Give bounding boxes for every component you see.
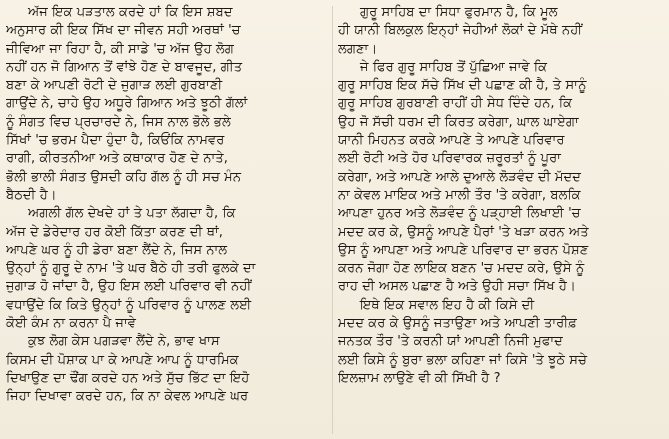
paragraph-line: ਜਿਹਾ ਦਿਖਾਵਾ ਕਰਦੇ ਹਨ, ਕਿ ਨਾ ਕੇਵਲ ਆਪਣੇ ਘਰ <box>6 389 249 405</box>
paragraph-line: ਮਦਦ ਕਰ ਕੇ ਉਸਨੂੰ ਜਤਾਉਣਾ ਅਤੇ ਆਪਣੀ ਤਾਰੀਫ਼ <box>338 316 577 332</box>
paragraph-line: ਜੁਗਾੜ ਹੋ ਜਾਂਦਾ ਹੈ, ਉਹ ਇਸ ਲਈ ਪਰਿਵਾਰ ਵੀ ਨਹੀਂ <box>6 279 252 295</box>
paragraph-line: ਰਾਗੀ, ਕੀਰਤਨੀਆ ਅਤੇ ਕਥਾਕਾਰ ਹੋਣ ਦੇ ਨਾਤੇ, <box>6 151 228 167</box>
left-text-column <box>6 4 328 436</box>
paragraph-line: ਲਈ ਕਿਸੇ ਨੂੰ ਬੁਰਾ ਭਲਾ ਕਹਿਣਾ ਜਾਂ ਕਿਸੇ 'ਤੇ ਝੂਠੇ ਸਚੇ <box>338 352 587 368</box>
paragraph-first-line: ਅਗਲੀ ਗੱਲ ਦੇਖਦੇ ਹਾਂ ਤੇ ਪਤਾ ਲੱਗਦਾ ਹੈ, ਕਿ <box>28 206 236 222</box>
paragraph-first-line: ਇਥੇ ਇਕ ਸਵਾਲ ਇਹ ਹੈ ਕੀ ਕਿਸੇ ਦੀ <box>360 297 535 313</box>
paragraph-line: ਵਧਾਉਂਦੇ ਕਿ ਕਿਤੇ ਉਨ੍ਹਾਂ ਨੂੰ ਪਰਿਵਾਰ ਨੂੰ ਪਾਲਣ ਲਈ <box>6 297 252 313</box>
paragraph-line: ਨਾ ਕੇਵਲ ਮਾਇਕ ਅਤੇ ਮਾਲੀ ਤੌਰ 'ਤੇ ਕਰੇਗਾ, ਬਲਕਿ <box>338 187 581 203</box>
paragraph-line: ਕੋਈ ਕੰਮ ਨਾ ਕਰਨਾ ਪੈ ਜਾਵੇ <box>6 316 136 332</box>
paragraph-line: ਕਰੇਗਾ, ਅਤੇ ਆਪਣੇ ਆਲੇ ਦੁਆਲੇ ਲੋੜਵੰਦ ਦੀ ਮੱਦਦ <box>338 169 581 185</box>
paragraph-line: ਕਰਨ ਜੋਗਾ ਹੋਣ ਲਾਇਕ ਬਣਨ 'ਚ ਮਦਦ ਕਰੇ, ਉਸੇ ਨੂੰ <box>338 261 585 277</box>
paragraph-line: ਜੀਵਿਆ ਜਾ ਰਿਹਾ ਹੈ, ਕੀ ਸਾਡੇ 'ਚ ਅੱਜ ਉਹ ਲੋਗ <box>6 41 234 57</box>
paragraph-line: ਭੋਲੀ ਭਾਲੀ ਸੰਗਤ ਉਸਦੀ ਕਹਿ ਗੱਲ ਨੂੰ ਹੀ ਸਚ ਮੰਨ <box>6 169 242 185</box>
paragraph-line: ਨਹੀਂ ਹਨ ਜੋ ਗਿਆਨ ਤੋਂ ਵਾਂਝੇ ਹੋਣ ਦੇ ਬਾਵਜੂਦ, ਗੀਤ <box>6 59 243 75</box>
paragraph-line: ਉਹ ਜੋ ਸੱਚੀ ਧਰਮ ਦੀ ਕਿਰਤ ਕਰੇਗਾ, ਘਾਲ ਘਾਏਗਾ <box>338 114 579 130</box>
paragraph-line: ਦਿਖਾਉਣ ਦਾ ਢੌਂਗ ਕਰਦੇ ਹਨ ਅਤੇ ਸੁੱਚ ਭਿੱਟ ਦਾ ਇਹੋ <box>6 370 250 386</box>
paragraph-line: ਗਾਉਂਦੇ ਨੇ, ਚਾਹੇ ਉਹ ਅਧੂਰੇ ਗਿਆਨ ਅਤੇ ਝੂਠੀ ਗੱਲਾਂ <box>6 96 248 112</box>
paragraph-line: ਜਨਤਕ ਤੌਰ 'ਤੇ ਕਰਨੀ ਯਾਂ ਆਪਣੀ ਨਿਜੀ ਮੁਫਾਦ <box>338 334 563 350</box>
paragraph-first-line: ਗੁਰੂ ਸਾਹਿਬ ਦਾ ਸਿਧਾ ਫੁਰਮਾਨ ਹੈ, ਕਿ ਮੂਲ <box>360 5 558 20</box>
paragraph-first-line: ਅੱਜ ਇਕ ਪੜਤਾਲ ਕਰਦੇ ਹਾਂ ਕਿ ਇਸ ਸ਼ਬਦ <box>28 5 233 20</box>
paragraph-line: ਉਸ ਨੂੰ ਆਪਣਾ ਅਤੇ ਆਪਣੇ ਪਰਿਵਾਰ ਦਾ ਭਰਨ ਪੋਸ਼ਣ <box>338 242 589 258</box>
paragraph-line: ਸਿੱਖਾਂ 'ਚ ਭਰਮ ਪੈਦਾ ਹੁੰਦਾ ਹੈ, ਕਿਓਂਕਿ ਨਾਮਵਰ <box>6 133 225 149</box>
paragraph-line: ਇਲਜ਼ਾਮ ਲਾਉਣੇ ਵੀ ਕੀ ਸਿੱਖੀ ਹੈ ? <box>338 370 501 386</box>
paragraph-line: ਆਪਣੇ ਘਰ ਨੂੰ ਹੀ ਡੇਰਾ ਬਣਾ ਲੈਂਦੇ ਨੇ, ਜਿਸ ਨਾਲ <box>6 242 228 258</box>
paragraph-line: ਗੁਰੂ ਸਾਹਿਬ ਗੁਰਬਾਣੀ ਰਾਹੀਂ ਹੀ ਸੇਧ ਦਿੰਦੇ ਹਨ, ਕਿ <box>338 96 573 112</box>
paragraph-first-line: ਕੁਝ ਲੋਗ ਕੇਸ ਪਗੜਵਾ ਲੈਂਦੇ ਨੇ, ਭਾਵ ਖਾਸ <box>28 334 220 350</box>
paragraph-line: ਕਿਸਮ ਦੀ ਪੋਸ਼ਾਕ ਪਾ ਕੇ ਆਪਣੇ ਆਪ ਨੂੰ ਧਾਰਮਿਕ <box>6 352 239 368</box>
paragraph-line: ਰਾਹ ਦੀ ਅਸਲ ਪਛਾਣ ਹੈ ਅਤੇ ਉਹੀ ਸਚਾ ਸਿੱਖ ਹੈ। <box>338 279 576 295</box>
paragraph-line: ਅਨੁਸਾਰ ਕੀ ਇਕ ਸਿੱਖ ਦਾ ਜੀਵਨ ਸਹੀ ਅਰਥਾਂ 'ਚ <box>6 23 241 39</box>
paragraph-line: ਮਦਦ ਕਰ ਕੇ, ਉਸਨੂੰ ਆਪਣੇ ਪੈਰਾਂ 'ਤੇ ਖੜਾ ਕਰਨ ਅਤੇ <box>338 224 589 240</box>
paragraph-line: ਲਗਣਾ। <box>338 41 378 57</box>
column-divider <box>332 6 333 434</box>
paragraph-line: ਆਪਣਾ ਹੁਨਰ ਅਤੇ ਲੋੜਵੰਦ ਨੂੰ ਪੜ੍ਹਾਈ ਲਿਖਾਈ 'ਚ <box>338 206 581 222</box>
paragraph-line: ਹੀ ਯਾਨੀ ਬਿਲਕੁਲ ਇਨ੍ਹਾਂ ਜੇਹੀਆਂ ਲੋਕਾਂ ਦੇ ਮੱਥੇ ਨਹੀਂ <box>338 23 583 39</box>
paragraph-line: ਲਈ ਰੋਟੀ ਅਤੇ ਹੋਰ ਪਰਿਵਾਰਕ ਜ਼ਰੂਰਤਾਂ ਨੂੰ ਪੂਰਾ <box>338 151 561 167</box>
paragraph-line: ਬਣਾ ਕੇ ਆਪਣੀ ਰੋਟੀ ਦੇ ਜੁਗਾੜ ਲਈ ਗੁਰਬਾਣੀ <box>6 78 223 94</box>
right-text-column <box>338 4 664 436</box>
paragraph-line: ਯਾਨੀ ਮਿਹਨਤ ਕਰਕੇ ਆਪਣੇ ਤੇ ਆਪਣੇ ਪਰਿਵਾਰ <box>338 133 565 149</box>
paragraph-line: ਗੁਰੂ ਸਾਹਿਬ ਇਕ ਸੱਚੇ ਸਿੱਖ ਦੀ ਪਛਾਣ ਕੀ ਹੈ, ਤੇ ਸਾਨੂੰ <box>338 78 587 94</box>
paragraph-line: ਅੱਜ ਦੇ ਡੇਰੇਦਾਰ ਹਰ ਕੋਈ ਕਿੱਤਾ ਕਰਣ ਦੀ ਥਾਂ, <box>6 224 223 240</box>
paragraph-line: ਉਨ੍ਹਾਂ ਨੂੰ ਗੁਰੂ ਦੇ ਨਾਮ 'ਤੇ ਘਰ ਬੈਠੇ ਹੀ ਤਰੀ ਫੁਲਕੇ ਦਾ <box>6 261 256 277</box>
paragraph-line: ਨੂੰ ਸੰਗਤ ਵਿਚ ਪ੍ਰਚਾਰਦੇ ਨੇ, ਜਿਸ ਨਾਲ ਭੋਲੇ ਭਲੇ <box>6 114 231 130</box>
paragraph-first-line: ਜੇ ਫਿਰ ਗੁਰੂ ਸਾਹਿਬ ਤੋਂ ਪੁੱਛਿਆ ਜਾਵੇ ਕਿ <box>360 59 548 75</box>
paragraph-line: ਬੈਠਦੀ ਹੈ। <box>6 187 57 203</box>
